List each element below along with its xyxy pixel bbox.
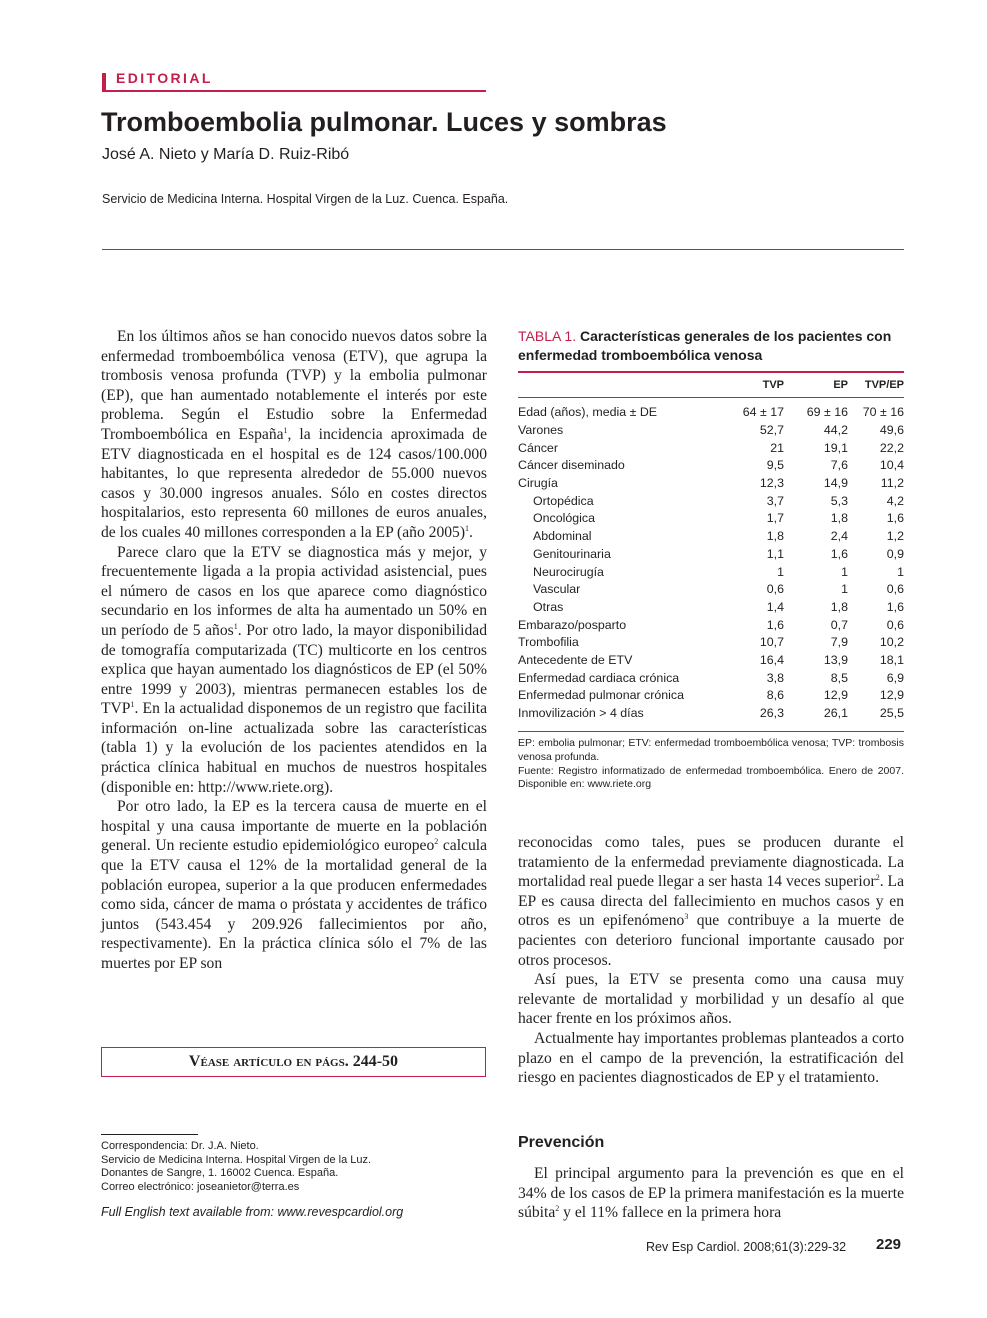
table-cell-tvp-ep: 18,1 (879, 652, 904, 667)
table-row-label: Edad (años), media ± DE (518, 405, 658, 420)
table-cell-tvp: 1,1 (766, 546, 784, 561)
table-cell-ep: 1,8 (830, 511, 848, 526)
table-row-label: Inmovilización > 4 días (518, 706, 644, 721)
table-header-tvp: TVP (762, 379, 784, 391)
table-cell-ep: 2,4 (830, 529, 848, 544)
table-cell-tvp-ep: 0,6 (886, 617, 904, 632)
header-divider (102, 249, 904, 250)
table-row (518, 397, 904, 422)
table-row (518, 546, 904, 564)
english-text-note: Full English text available from: www.revespcardiol.org (101, 1205, 404, 1219)
table-bottom-rule (518, 731, 904, 732)
table-cell-ep: 1,8 (830, 599, 848, 614)
table-cell-tvp: 16,4 (759, 652, 784, 667)
table-row-label: Enfermedad pulmonar crónica (518, 688, 684, 703)
table-header-ep: EP (833, 379, 848, 391)
reference-superscript: 1 (283, 425, 288, 435)
table-cell-tvp: 9,5 (766, 458, 784, 473)
table-cell-tvp-ep: 10,4 (879, 458, 904, 473)
table-row-label: Cirugía (518, 476, 558, 491)
table-row (518, 599, 904, 617)
reference-superscript: 1 (233, 621, 238, 631)
table-cell-ep: 12,9 (823, 688, 848, 703)
table-cell-ep: 1 (841, 564, 848, 579)
table-cell-tvp: 1 (777, 564, 784, 579)
table-header-row (518, 373, 904, 397)
table-cell-tvp: 8,6 (766, 688, 784, 703)
table-cell-tvp-ep: 1,2 (886, 529, 904, 544)
table-cell-tvp: 0,6 (766, 582, 784, 597)
table-cell-ep: 26,1 (823, 706, 848, 721)
table-row-label: Varones (518, 423, 564, 438)
footnote-line: Servicio de Medicina Interna. Hospital Virgen de la Luz. (101, 1153, 372, 1166)
table-row-label: Abdominal (533, 529, 592, 544)
table-cell-ep: 44,2 (823, 423, 848, 438)
table-cell-tvp-ep: 0,6 (886, 582, 904, 597)
footnote-email[interactable]: Correo electrónico: joseanietor@terra.es (101, 1180, 300, 1193)
table-cell-tvp: 52,7 (759, 423, 784, 438)
table-notes (518, 737, 904, 792)
table-row-label: Antecedente de ETV (518, 652, 633, 667)
table-cell-ep: 0,7 (830, 617, 848, 632)
table-row (518, 492, 904, 510)
table-cell-tvp: 1,7 (766, 511, 784, 526)
table-cell-ep: 1,6 (830, 546, 848, 561)
table-row (518, 705, 904, 723)
table-row-label: Embarazo/posparto (518, 617, 627, 632)
table-row (518, 634, 904, 652)
table-source: Fuente: Registro informatizado de enfermedad tromboembólica. Enero de 2007. Disponible en: www.riete.org (518, 764, 904, 791)
table-cell-tvp-ep: 49,6 (879, 423, 904, 438)
table-caption-text: Características generales de los pacientes con enfermedad tromboembólica venosa (518, 328, 892, 363)
see-article-text: Véase artículo en págs. 244-50 (188, 1053, 399, 1070)
table-row (518, 563, 904, 581)
table-cell-ep: 14,9 (823, 476, 848, 491)
table-row-label: Cáncer diseminado (518, 458, 625, 473)
footnote-line: Donantes de Sangre, 1. 16002 Cuenca. España. (101, 1167, 339, 1180)
table-header-label (518, 373, 732, 397)
body-column-right (518, 833, 904, 1088)
table-abbreviations: EP: embolia pulmonar; ETV: enfermedad tromboembólica venosa; TVP: trombosis venosa profunda. (518, 737, 904, 763)
table-cell-ep: 8,5 (830, 670, 848, 685)
table-cell-tvp-ep: 6,9 (886, 670, 904, 685)
table-cell-tvp: 10,7 (759, 635, 784, 650)
footnote-rule (101, 1134, 198, 1135)
paragraph: Así pues, la ETV se presenta como una causa muy relevante de mortalidad y morbilidad y un desafío al que hacer frente en los próximos años. (518, 971, 904, 1028)
correspondence-footnote (101, 1140, 371, 1194)
article-title: Tromboembolia pulmonar. Luces y sombras (101, 107, 667, 137)
table-cell-ep: 13,9 (823, 652, 848, 667)
section-heading-prevencion: Prevención (518, 1134, 605, 1151)
table-cell-tvp: 64 ± 17 (742, 405, 784, 420)
table-cell-ep: 7,9 (830, 635, 848, 650)
table-cell-tvp-ep: 25,5 (879, 706, 904, 721)
table-row (518, 652, 904, 670)
table-cell-tvp: 12,3 (759, 476, 784, 491)
table-row-label: Cáncer (518, 440, 558, 455)
table-cell-tvp-ep: 22,2 (879, 440, 904, 455)
paragraph: reconocidas como tales, pues se producen durante el tratamiento de la enfermedad previamente diagnosticada. La mortalidad real puede llegar a ser hasta 14 veces superior$^2$. La EP es causa directa del fallecimiento en muchos casos y en otros es un epifenómeno$^3$ que contribuye a la muerte de pacientes con deterioro funcional importante causado por otros procesos. (518, 834, 905, 969)
table-header-tvp-ep: TVP/EP (864, 379, 904, 391)
table-cell-ep: 7,6 (830, 458, 848, 473)
reference-superscript: 3 (684, 912, 689, 922)
section-label (102, 70, 213, 86)
table-row (518, 581, 904, 599)
table-row (518, 669, 904, 687)
table-cell-tvp: 21 (770, 440, 784, 455)
article-authors: José A. Nieto y María D. Ruiz-Ribó (102, 146, 350, 163)
table-row-label: Vascular (533, 582, 581, 597)
table-cell-tvp: 3,8 (766, 670, 784, 685)
page-number: 229 (876, 1236, 902, 1253)
footnote-line: Correspondencia: Dr. J.A. Nieto. (101, 1140, 259, 1152)
paragraph: Actualmente hay importantes problemas planteados a corto plazo en el campo de la prevención, la estratificación del riesgo en pacientes diagnosticados de EP y el tratamiento. (518, 1029, 904, 1087)
table-row-label: Otras (533, 599, 564, 614)
paragraph: Por otro lado, la EP es la tercera causa de muerte en el hospital y una causa importante de muerte en la población general. Un reciente estudio epidemiológico europeo$^2$ calcula que la ETV causa el 12% de la mortalidad general de la población europea, superior a la que producen enfermedades como sida, cáncer de mama o próstata y accidentes de tráfico juntos (543.454 y 209.926 fallecimientos por año, respectivamente). En la práctica clínica sólo el 7% de las muertes por EP son (101, 798, 487, 972)
table-cell-tvp-ep: 0,9 (886, 546, 904, 561)
table-row-label: Genitourinaria (533, 546, 611, 561)
table-row (518, 510, 904, 528)
table-row (518, 528, 904, 546)
table-cell-tvp-ep: 1,6 (886, 511, 904, 526)
characteristics-table (518, 373, 904, 722)
section-rule (102, 90, 486, 92)
table-cell-tvp: 1,4 (766, 599, 784, 614)
journal-citation: Rev Esp Cardiol. 2008;61(3):229-32 (646, 1240, 847, 1254)
table-cell-tvp-ep: 4,2 (886, 493, 904, 508)
reference-superscript: 2 (875, 873, 880, 882)
table-cell-tvp: 26,3 (759, 706, 784, 721)
body-column-left (101, 327, 487, 974)
table-cell-tvp-ep: 11,2 (880, 476, 904, 491)
reference-superscript: 1 (130, 700, 135, 710)
table-row-label: Neurocirugía (533, 564, 604, 579)
table-header-rule (518, 397, 904, 398)
table-row-label: Trombofilia (518, 635, 579, 650)
table-cell-tvp: 1,8 (766, 529, 784, 544)
table-row (518, 616, 904, 634)
table-cell-tvp-ep: 10,2 (879, 635, 904, 650)
see-article-box (101, 1047, 486, 1077)
table-cell-ep: 19,1 (823, 440, 848, 455)
table-cell-ep: 69 ± 16 (806, 405, 848, 420)
section-label-text: EDITORIAL (116, 70, 213, 86)
table-cell-tvp: 3,7 (766, 493, 784, 508)
prevencion-body (518, 1164, 904, 1223)
table-row-label: Oncológica (533, 511, 595, 526)
table-cell-tvp: 1,6 (766, 617, 784, 632)
table-cell-tvp-ep: 1,6 (886, 599, 904, 614)
author-affiliation: Servicio de Medicina Interna. Hospital Virgen de la Luz. Cuenca. España. (102, 192, 509, 206)
table-caption (518, 327, 906, 365)
table-cell-tvp-ep: 12,9 (879, 688, 904, 703)
table-cell-ep: 5,3 (830, 493, 848, 508)
reference-superscript: 1 (465, 523, 470, 533)
reference-superscript: 2 (434, 837, 439, 847)
paragraph: Parece claro que la ETV se diagnostica más y mejor, y frecuentemente ligada a la propia actividad asistencial, pues el número de casos en los que aparece como diagnóstico secundario en los informes de alta ha aumentado un 50% en un período de 5 años$^1$. Por otro lado, la mayor disponibilidad de tomografía computarizada (TC) multicorte en los centros explica que hayan aumentado los diagnósticos de EP (el 50% entre 1999 y 2003), mientras permanecen estables los de TVP$^1$. En la actualidad disponemos de un registro que facilita información on-line actualizada sobre las características (tabla 1) y la evolución de los pacientes atendidos en la práctica clínica habitual en muchos de nuestros hospitales (disponible en: http://www.riete.org). (101, 543, 488, 796)
table-cell-ep: 1 (841, 582, 848, 597)
table-row (518, 475, 904, 493)
table-row (518, 457, 904, 475)
paragraph: En los últimos años se han conocido nuevos datos sobre la enfermedad tromboembólica venosa (ETV), que agrupa la trombosis venosa profunda (TVP) y la embolia pulmonar (EP), que han aumentado notablemente el interés por este problema. Según el Estudio sobre la Enfermedad Tromboembólica en España$^1$, la incidencia aproximada de ETV diagnosticada en el hospital es de 124 casos/100.000 habitantes, lo que representa alrededor de 55.000 nuevos casos y 30.000 ingresos anuales. Sólo en costes directos hospitalarios, esto representa 60 millones de euros anuales, de los cuales 40 millones corresponden a la EP (año 2005)$^1$. (101, 328, 487, 541)
table-cell-tvp-ep: 1 (897, 564, 904, 579)
paragraph: El principal argumento para la prevención es que en el 34% de los casos de EP la primera manifestación es la muerte súbita$^2$ y el 11% fallece en la primera hora (518, 1165, 904, 1222)
table-row-label: Ortopédica (533, 493, 594, 508)
reference-superscript: 2 (555, 1204, 560, 1213)
table-row-label: Enfermedad cardiaca crónica (518, 670, 680, 685)
table-row (518, 439, 904, 457)
table-label: TABLA 1. (518, 328, 577, 344)
table-row (518, 687, 904, 705)
table-row (518, 422, 904, 440)
table-cell-tvp-ep: 70 ± 16 (862, 405, 904, 420)
